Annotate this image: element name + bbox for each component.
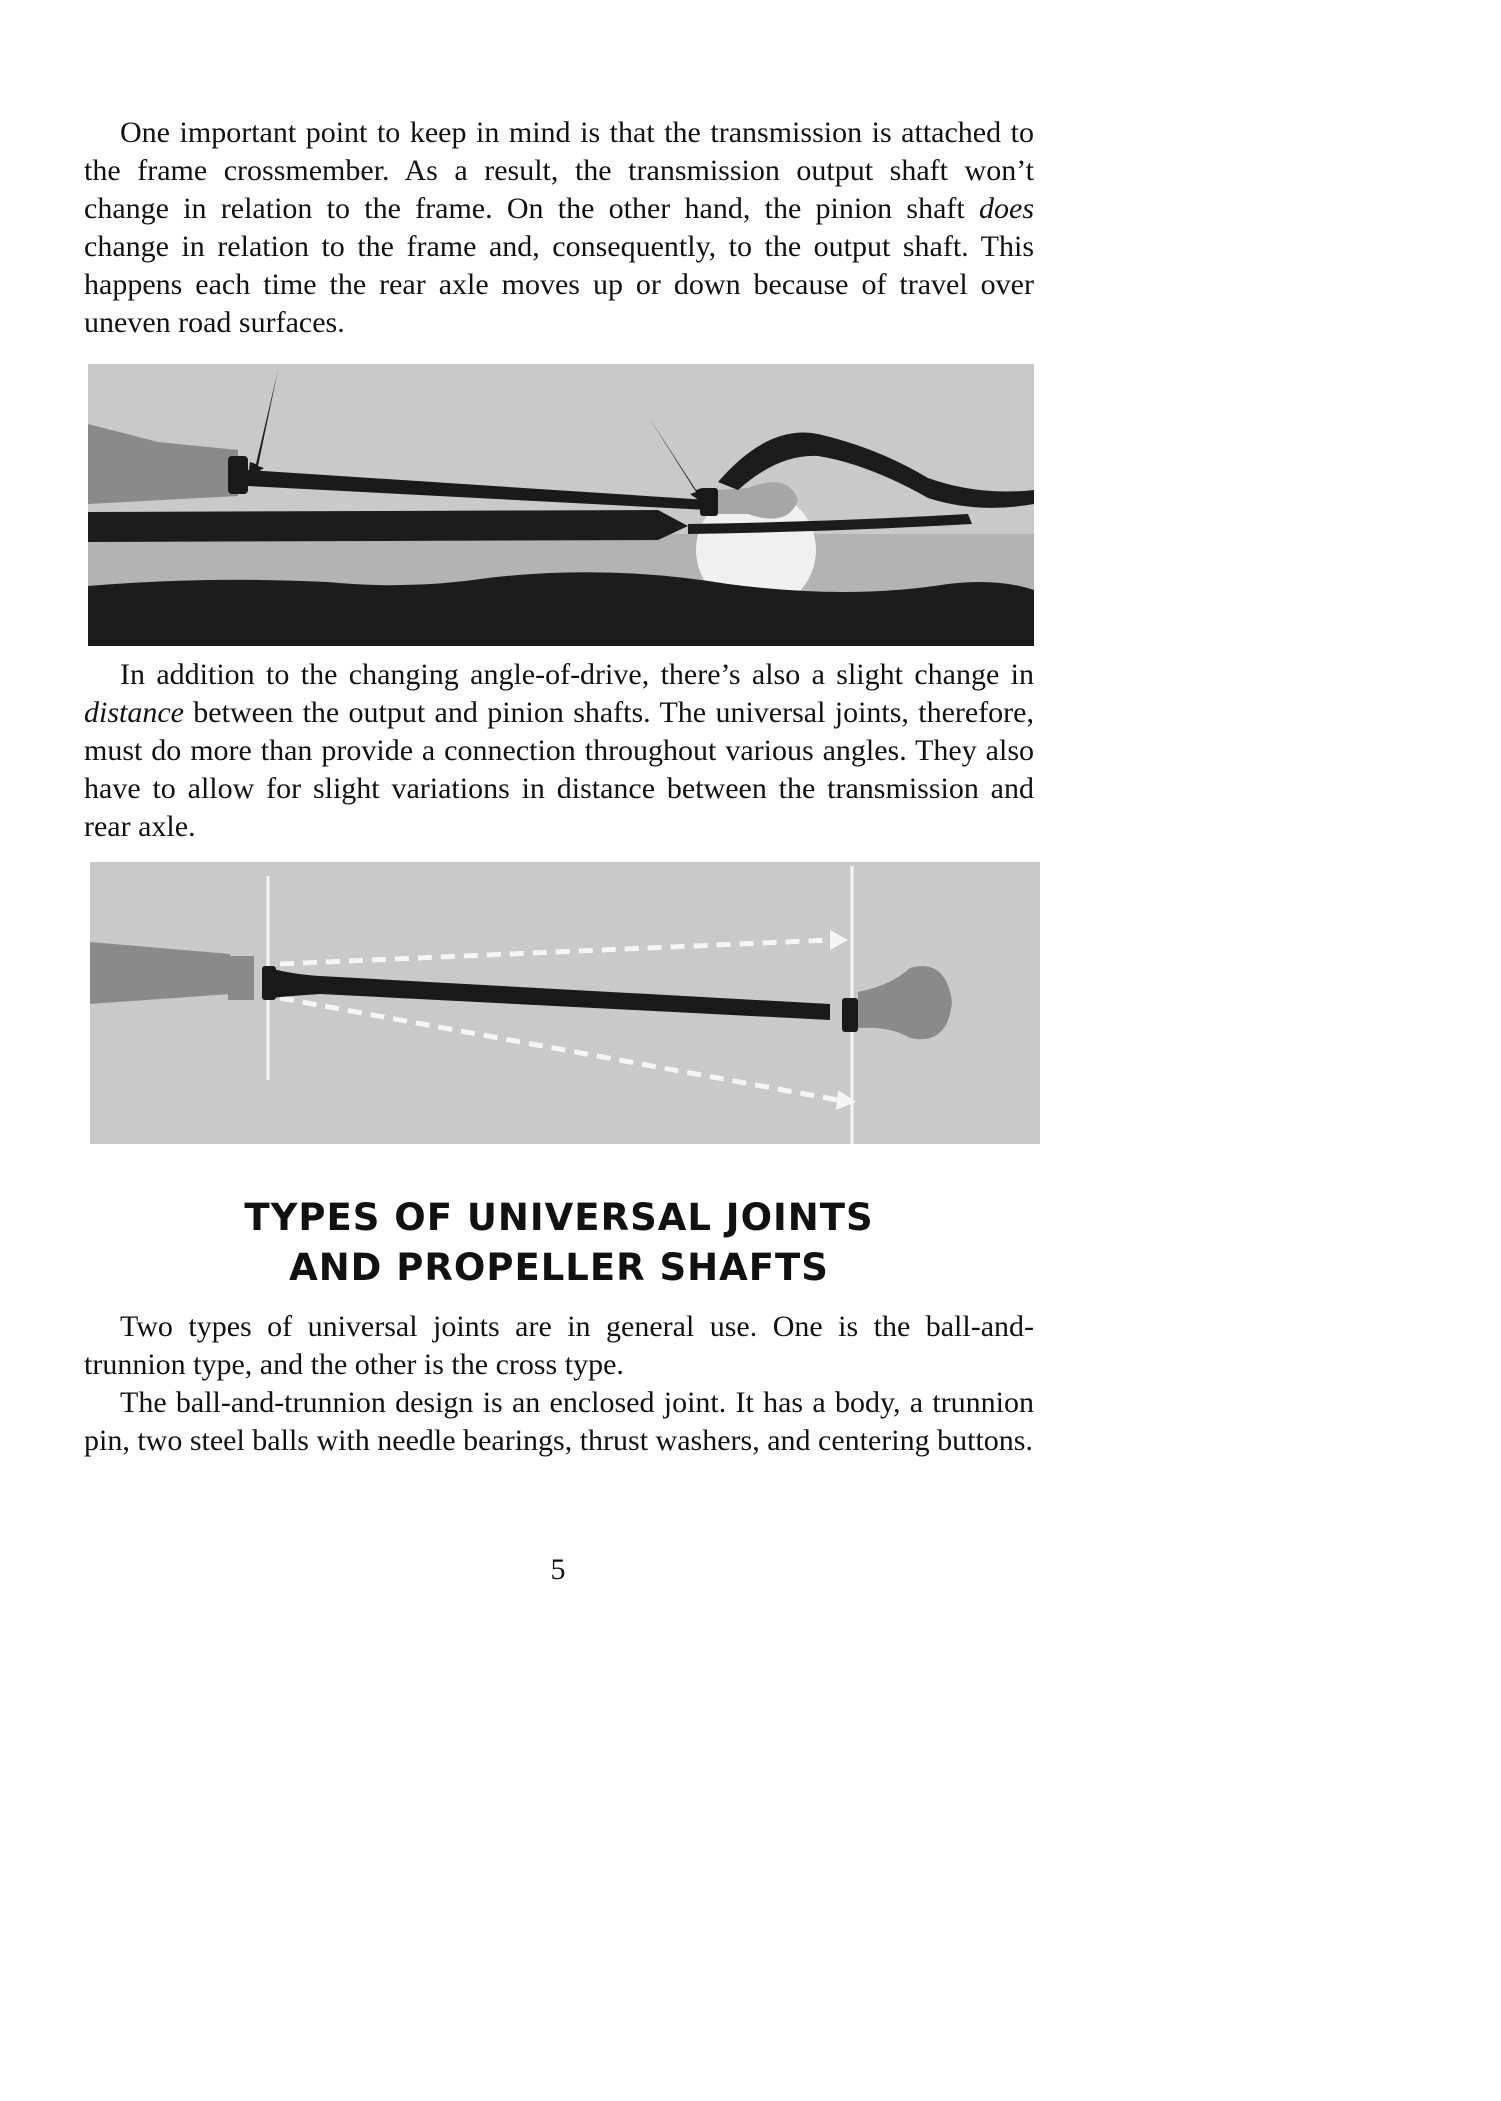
page-number: 5 — [550, 1553, 566, 1586]
paragraph-text: The ball-and-trunnion design is an enclosed joint. It has a body, a trunnion pin, two steel balls with needle bearings, thrust washers, and centering buttons. — [84, 1386, 1034, 1457]
heading-line-2: AND PROPELLER SHAFTS — [289, 1246, 829, 1289]
transmission-flange — [228, 956, 254, 1000]
front-universal-joint — [262, 966, 276, 1000]
illustration-angle-of-drive — [88, 364, 1034, 646]
paragraph-text: Two types of universal joints are in general use. One is the ball-and-trunnion type, and the other is the cross type. — [84, 1310, 1034, 1381]
illustration-distance-variation — [90, 862, 1040, 1144]
paragraph-distance-change — [84, 656, 1034, 846]
paragraph-joint-types — [84, 1308, 1034, 1384]
distance-variation-drawing — [90, 862, 1040, 1144]
paragraph-text: change in relation to the frame and, consequently, to the output shaft. This happens each time the rear axle moves up or down because of travel over uneven road surfaces. — [84, 230, 1034, 339]
frame-rail — [88, 510, 688, 542]
emphasis-text: distance — [84, 696, 184, 729]
heading-line-1: TYPES OF UNIVERSAL JOINTS — [244, 1196, 874, 1239]
paragraph-text: One important point to keep in mind is that the transmission is attached to the frame crossmember. As a result, the transmission output shaft won’t change in relation to the frame. On the other hand, the pinion shaft — [84, 116, 1034, 225]
transmission-yoke — [228, 456, 248, 494]
paragraph-ball-and-trunnion — [84, 1384, 1034, 1460]
rear-universal-joint — [842, 998, 858, 1032]
paragraph-text: between the output and pinion shafts. The universal joints, therefore, must do more than provide a connection throughout various angles. They also have to allow for slight variations in distance between the transmission and rear axle. — [84, 696, 1034, 843]
drive-angle-drawing — [88, 364, 1034, 646]
paragraph-output-shaft — [84, 114, 1034, 342]
section-heading — [84, 1193, 1034, 1293]
emphasis-text: does — [979, 192, 1034, 225]
paragraph-text: In addition to the changing angle-of-drive, there’s also a slight change in — [120, 658, 1034, 691]
